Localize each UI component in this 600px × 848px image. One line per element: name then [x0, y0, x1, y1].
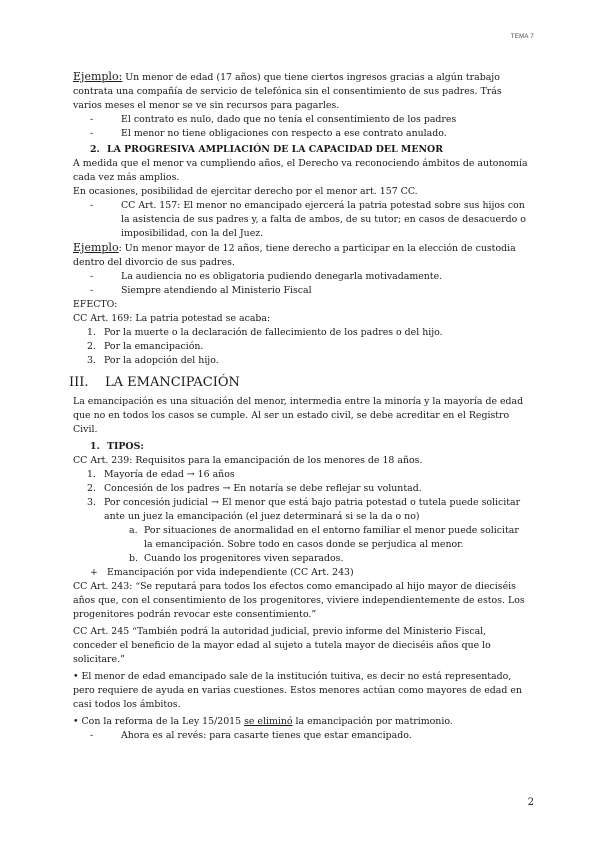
item-text: Mayoría de edad → 16 años: [104, 469, 235, 480]
efecto-label: EFECTO:: [73, 299, 118, 310]
item-text: Por concesión judicial → El menor que está bajo patria potestad o tutela puede solicitar ante un juez la emancipación (el juez determinará si se la da o no): [104, 497, 521, 522]
list-item: - El contrato es nulo, dado que no tenía el consentimiento de los padres: [90, 113, 528, 127]
bullet-text: la emancipación por matrimonio.: [292, 716, 453, 727]
bullet-paragraph: [73, 715, 528, 729]
item-letter: a.: [129, 525, 138, 536]
example1-text: Un menor de edad (17 años) que tiene ciertos ingresos gracias a algún trabajo contrata una compañía de servicio de telefónica sin el consentimiento de sus padres. Trás varios meses el menor se ve sin recursos para pagarles.: [73, 72, 502, 111]
document-body: [69, 70, 528, 743]
plus-item: [90, 566, 528, 580]
judicial-cases-list: [73, 524, 528, 566]
subsection-number: 1.: [90, 441, 100, 452]
item-text: Por situaciones de anormalidad en el entorno familiar el menor puede solicitar la emancipación. Sobre todo en casos donde se perjudica al menor.: [144, 525, 519, 550]
example1-list: [73, 113, 528, 141]
art169-intro: CC Art. 169: La patria potestad se acaba:: [73, 313, 271, 324]
example1-label: Ejemplo:: [73, 70, 123, 83]
bullet-text: • Con la reforma de la Ley 15/2015: [73, 716, 245, 727]
section-heading-3: [69, 374, 528, 392]
bullet-paragraph: • El menor de edad emancipado sale de la institución tuitiva, es decir no está representado, pero requiere de ayuda en varias cuestiones. Estos menores actúan como mayores de edad en casi todos los ámbitos.: [73, 671, 522, 710]
paragraph: A medida que el menor va cumpliendo años, el Derecho va reconociendo ámbitos de autonomía cada vez más amplios.: [73, 158, 528, 183]
item-number: 1.: [87, 469, 96, 480]
example2-label: Ejemplo: [73, 241, 119, 254]
item-letter: b.: [129, 553, 138, 564]
item-text: Emancipación por vida independiente (CC Art. 243): [107, 567, 354, 578]
list-item: - El menor no tiene obligaciones con respecto a ese contrato anulado.: [90, 127, 528, 141]
list-item: [129, 524, 528, 552]
item-text: Por la muerte o la declaración de fallecimiento de los padres o del hijo.: [104, 327, 443, 338]
list-item: [87, 496, 528, 524]
subsection-number: 2.: [90, 144, 100, 155]
example2-list: [73, 270, 528, 298]
plus-marker: +: [90, 567, 98, 578]
art157-list: [73, 199, 528, 241]
item-number: 2.: [87, 483, 96, 494]
item-number: 2.: [87, 341, 96, 352]
list-item: - CC Art. 157: El menor no emancipado ejercerá la patria potestad sobre sus hijos con la asistencia de sus padres y, a falta de ambos, de su tutor; en casos de desacuerdo o imposibilidad, con la del Juez.: [90, 199, 528, 241]
subsection-title: LA PROGRESIVA AMPLIACIÓN DE LA CAPACIDAD DEL MENOR: [107, 144, 443, 155]
section-number: III.: [69, 375, 89, 390]
list-item: [87, 354, 528, 368]
paragraph: La emancipación es una situación del menor, intermedia entre la minoría y la mayoría de edad que no en todos los casos se cumple. Al ser un estado civil, se debe acreditar en el Registro Civil.: [73, 396, 524, 435]
art243-paragraph: CC Art. 243: “Se reputará para todos los efectos como emancipado al hijo mayor de dieciséis años que, con el consentimiento de los progenitores, viviere independientemente de estos. Los progenitores podrán revocar este consentimiento.”: [73, 581, 525, 620]
list-item: [87, 326, 528, 340]
list-item: [87, 468, 528, 482]
example2-paragraph: [73, 241, 528, 270]
example1-paragraph: [73, 70, 528, 113]
item-number: 1.: [87, 327, 96, 338]
item-text: Cuando los progenitores viven separados.: [144, 553, 344, 564]
example2-text: : Un menor mayor de 12 años, tiene derecho a participar en la elección de custodia dentro del divorcio de sus padres.: [73, 243, 516, 268]
header-tema: TEMA 7: [510, 34, 534, 40]
subsection-heading-1: [90, 440, 528, 454]
bullet2-list: [73, 729, 528, 743]
page-number: 2: [527, 797, 534, 808]
paragraph: En ocasiones, posibilidad de ejercitar derecho por el menor art. 157 CC.: [73, 186, 418, 197]
list-item: [87, 340, 528, 354]
list-item: - Siempre atendiendo al Ministerio Fiscal: [90, 284, 528, 298]
art169-list: [73, 326, 528, 368]
item-text: Por la emancipación.: [104, 341, 204, 352]
list-item: - Ahora es al revés: para casarte tienes que estar emancipado.: [90, 729, 528, 743]
tipos-list: [73, 468, 528, 524]
list-item: [87, 482, 528, 496]
list-item: - La audiencia no es obligatoria pudiendo denegarla motivadamente.: [90, 270, 528, 284]
art239-paragraph: CC Art. 239: Requisitos para la emancipación de los menores de 18 años.: [73, 455, 423, 466]
item-number: 3.: [87, 355, 96, 366]
subsection-title: TIPOS:: [107, 441, 144, 452]
item-number: 3.: [87, 497, 96, 508]
section-title: LA EMANCIPACIÓN: [105, 375, 240, 390]
item-text: Concesión de los padres → En notaría se debe reflejar su voluntad.: [104, 483, 422, 494]
underlined-text: se eliminó: [244, 716, 293, 727]
list-item: [129, 552, 528, 566]
item-text: Por la adopción del hijo.: [104, 355, 219, 366]
subsection-heading-2: [90, 143, 528, 157]
art245-paragraph: CC Art. 245 “También podrá la autoridad judicial, previo informe del Ministerio Fiscal, conceder el beneficio de la mayor edad al sujeto a tutela mayor de dieciséis años que lo solicitare.”: [73, 626, 491, 665]
